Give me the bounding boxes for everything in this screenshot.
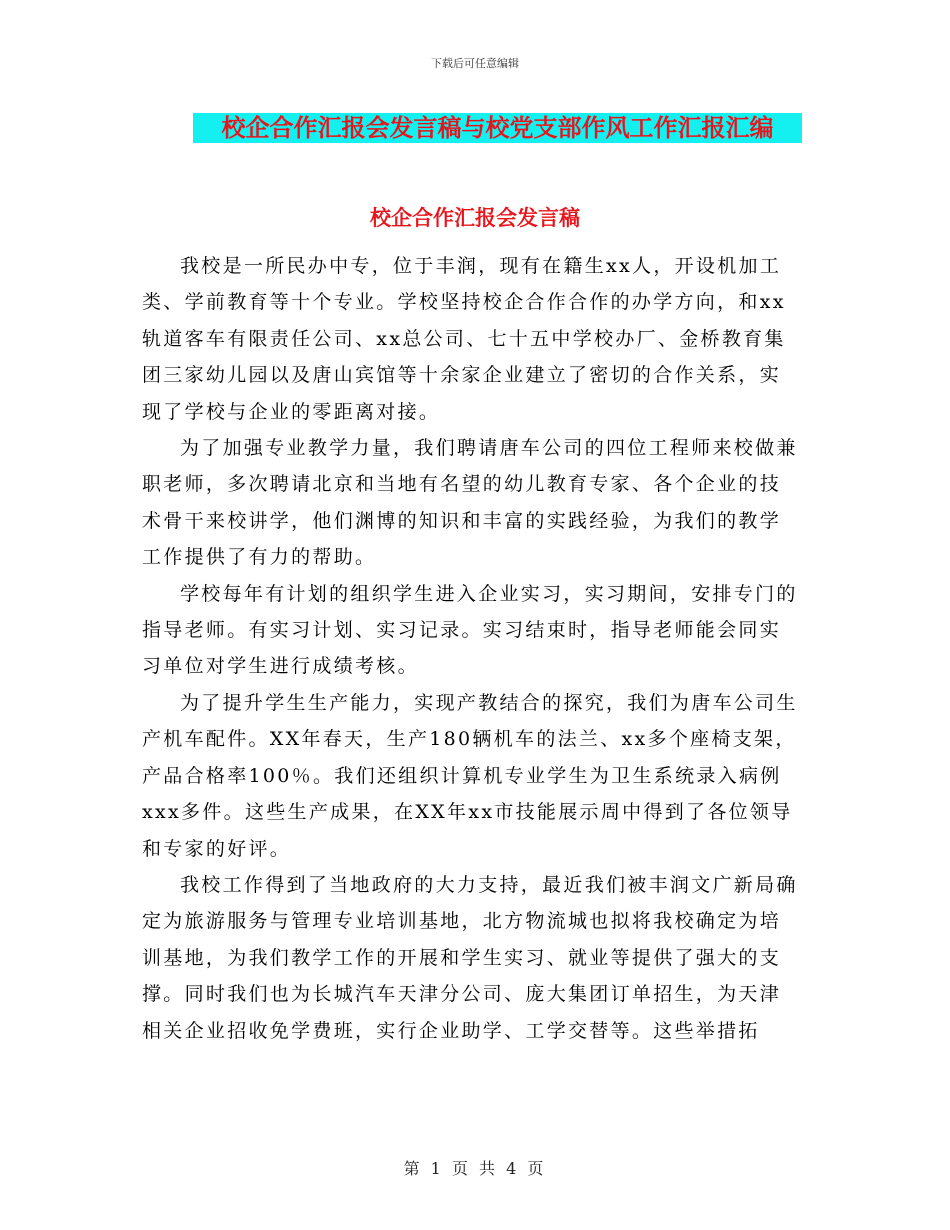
paragraph: 为了提升学生生产能力，实现产教结合的探究，我们为唐车公司生产机车配件。XX年春天，生产180辆机车的法兰、xx多个座椅支架，产品合格率100％。我们还组织计算机专业学生为卫生系统录入病例xxx多件。这些生产成果，在XX年xx市技能展示周中得到了各位领导和专家的好评。 (142, 691, 798, 860)
document-title: 校企合作汇报会发言稿与校党支部作风工作汇报汇编 (193, 113, 802, 143)
section-title: 校企合作汇报会发言稿 (370, 205, 580, 230)
paragraph: 学校每年有计划的组织学生进入企业实习，实习期间，安排专门的指导老师。有实习计划、实习记录。实习结束时，指导老师能会同实习单位对学生进行成绩考核。 (142, 582, 798, 678)
page-number: 第 1 页 共 4 页 (403, 1159, 547, 1178)
paragraph: 我校工作得到了当地政府的大力支持，最近我们被丰润文广新局确定为旅游服务与管理专业培训基地，北方物流城也拟将我校确定为培训基地，为我们教学工作的开展和学生实习、就业等提供了强大的支撑。同时我们也为长城汽车天津分公司、庞大集团订单招生，为天津相关企业招收免学费班，实行企业助学、工学交替等。这些举措拓 (142, 873, 798, 1042)
paragraph: 我校是一所民办中专，位于丰润，现有在籍生xx人，开设机加工类、学前教育等十个专业。学校坚持校企合作合作的办学方向，和xx轨道客车有限责任公司、xx总公司、七十五中学校办厂、金桥教育集团三家幼儿园以及唐山宾馆等十余家企业建立了密切的合作关系，实现了学校与企业的零距离对接。 (142, 255, 786, 423)
paragraph: 为了加强专业教学力量，我们聘请唐车公司的四位工程师来校做兼职老师，多次聘请北京和当地有名望的幼儿教育专家、各个企业的技术骨干来校讲学，他们渊博的知识和丰富的实践经验，为我们的教学工作提供了有力的帮助。 (142, 437, 798, 569)
body-text (142, 248, 802, 1049)
header-note: 下载后可任意编辑 (431, 57, 519, 70)
